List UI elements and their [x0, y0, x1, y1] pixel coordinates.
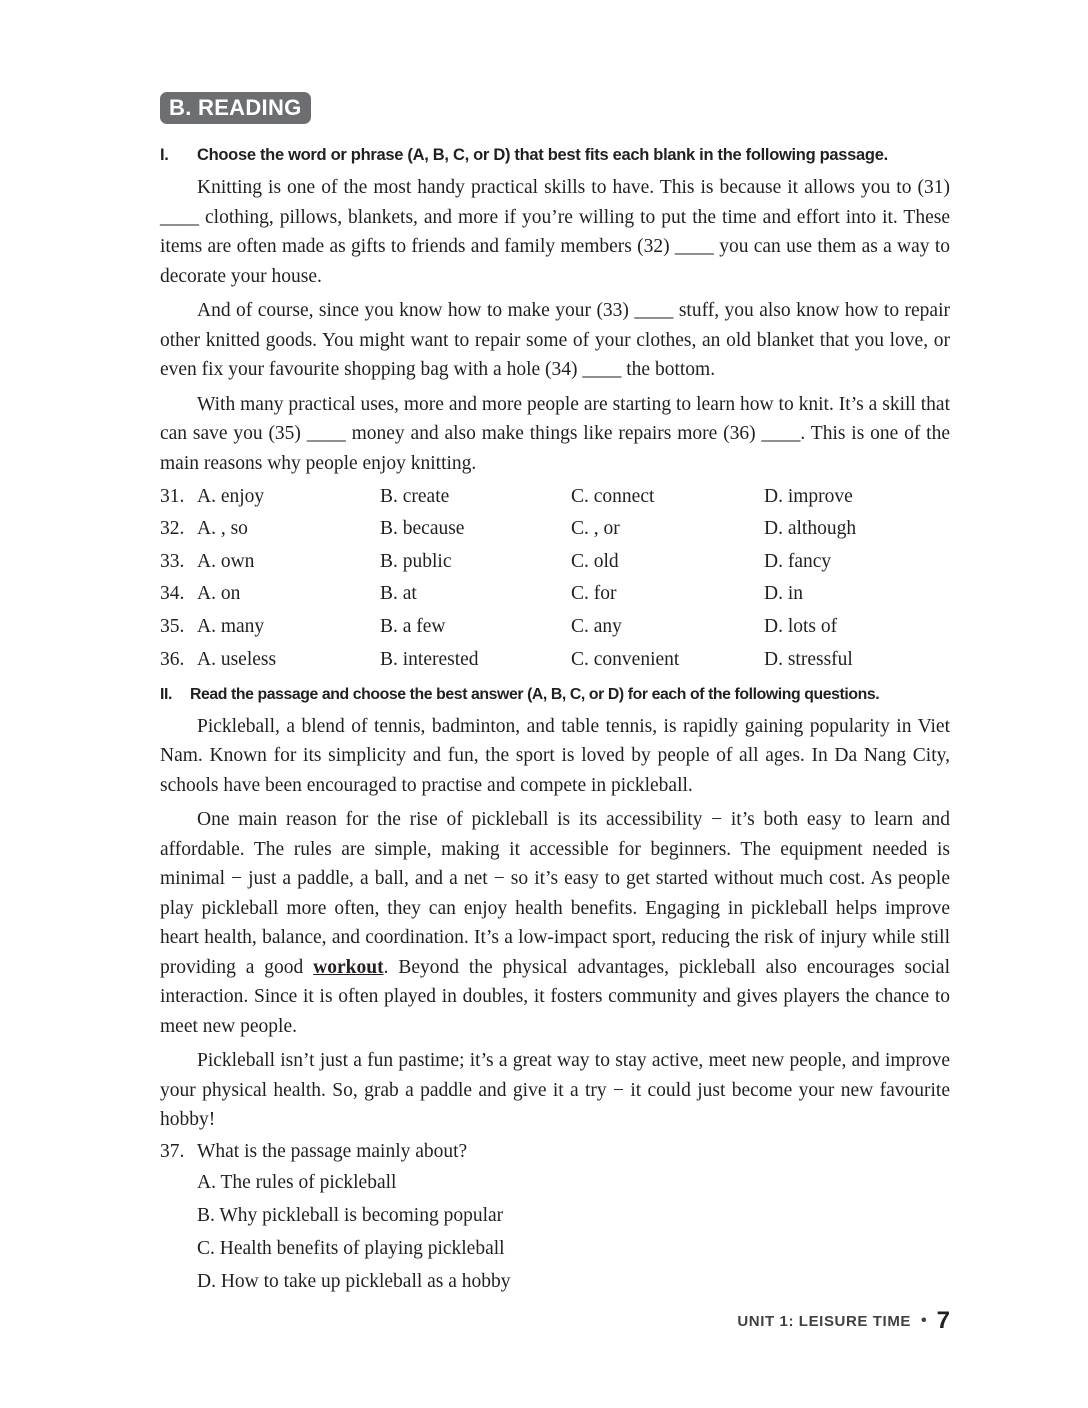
part1-instruction [160, 146, 950, 165]
question-row [160, 480, 950, 513]
option-d: D. lots of [764, 615, 838, 637]
option-d: D. in [764, 583, 803, 605]
page-number: 7 [936, 1307, 950, 1334]
question-number: 33. [160, 550, 185, 572]
answer-option-a: A. The rules of pickleball [197, 1172, 397, 1194]
part1-number: I. [160, 146, 169, 164]
question-number: 35. [160, 615, 185, 637]
section-label: B. READING [160, 92, 311, 124]
question-row [160, 513, 950, 546]
option-a: A. enjoy [197, 485, 265, 507]
unit-title: UNIT 1: LEISURE TIME [737, 1312, 912, 1330]
passage2-text: One main reason for the rise of pickleball is its accessibility − it’s both easy to learn and affordable. The rules are simple, making it accessible for beginners. The equipment needed is minimal − just a paddle, a ball, and a net − so it’s easy to get started without much cost. As people play pickleball more often, they can enjoy health benefits. Engaging in pickleball helps improve heart health, balance, and coordination. It’s a low-impact sport, reducing the risk of injury while still providing a good [160, 809, 950, 978]
passage2-paragraph: Pickleball, a blend of tennis, badminton, and table tennis, is rapidly gaining popularity in Viet Nam. Known for its simplicity and fun, the sport is loved by people of all ages. In Da Nang City, schools have been encouraged to practise and compete in pickleball. [160, 715, 950, 796]
option-c: C. any [571, 615, 622, 637]
passage1-paragraph: With many practical uses, more and more people are starting to learn how to knit. It’s a skill that can save you (35) ____ money and also make things like repairs more (36) ____. This is one of the main reasons why people enjoy knitting. [160, 393, 950, 474]
option-a: A. many [197, 615, 265, 637]
option-d: D. improve [764, 485, 853, 507]
question-row [160, 643, 950, 676]
answer-options [197, 1166, 950, 1298]
option-d: D. fancy [764, 550, 832, 572]
option-d: D. although [764, 518, 857, 540]
question-number: 32. [160, 518, 185, 540]
question-row [160, 610, 950, 643]
option-c: C. old [571, 550, 619, 572]
question-row [160, 545, 950, 578]
answer-option-c: C. Health benefits of playing pickleball [197, 1238, 505, 1260]
page-content [160, 92, 950, 1298]
question-number: 36. [160, 648, 185, 670]
option-a: A. useless [197, 648, 277, 670]
option-c: C. connect [571, 485, 655, 507]
question-number: 37. [160, 1140, 185, 1162]
bullet-separator: • [921, 1312, 927, 1329]
passage2-text: . Beyond the physical advantages, pickleball also encourages social interaction. Since it is often played in doubles, it fosters community and gives players the chance to meet new people. [160, 956, 950, 1037]
question-37 [160, 1137, 950, 1167]
part2-instruction [160, 686, 950, 704]
option-b: B. because [380, 518, 465, 540]
option-b: B. create [380, 485, 450, 507]
question-row [160, 578, 950, 611]
part2-instruction-text: Read the passage and choose the best answer (A, B, C, or D) for each of the following questions. [190, 685, 880, 703]
question-number: 34. [160, 583, 185, 605]
option-b: B. public [380, 550, 452, 572]
option-b: B. a few [380, 615, 446, 637]
option-a: A. on [197, 583, 241, 605]
page-footer [737, 1307, 950, 1335]
answer-option-b: B. Why pickleball is becoming popular [197, 1205, 504, 1227]
answer-option-d: D. How to take up pickleball as a hobby [197, 1271, 511, 1293]
part1-instruction-text: Choose the word or phrase (A, B, C, or D) that best fits each blank in the following passage. [197, 146, 888, 164]
part2-number: II. [160, 685, 172, 703]
option-c: C. convenient [571, 648, 680, 670]
passage2-paragraph: Pickleball isn’t just a fun pastime; it’s a great way to stay active, meet new people, and improve your physical health. So, grab a paddle and give it a try − it could just become your new favourite hobby! [160, 1050, 950, 1131]
passage1-paragraph: Knitting is one of the most handy practical skills to have. This is because it allows you to (31) ____ clothing, pillows, blankets, and more if you’re willing to put the time and effort into it. These items are often made as gifts to friends and family members (32) ____ you can use them as a way to decorate your house. [160, 177, 950, 287]
passage2-paragraph [160, 805, 950, 1041]
passage1-paragraph: And of course, since you know how to make your (33) ____ stuff, you also know how to repair other knitted goods. You might want to repair some of your clothes, an old blanket that you love, or even fix your favourite shopping bag with a hole (34) ____ the bottom. [160, 300, 950, 380]
option-c: C. , or [571, 518, 620, 540]
options-table [160, 480, 950, 676]
option-a: A. , so [197, 518, 248, 540]
underlined-word: workout [313, 956, 384, 978]
question-text: What is the passage mainly about? [197, 1140, 468, 1162]
option-d: D. stressful [764, 648, 853, 670]
option-b: B. interested [380, 648, 479, 670]
option-c: C. for [571, 583, 617, 605]
option-b: B. at [380, 583, 417, 605]
question-number: 31. [160, 485, 185, 507]
option-a: A. own [197, 550, 255, 572]
